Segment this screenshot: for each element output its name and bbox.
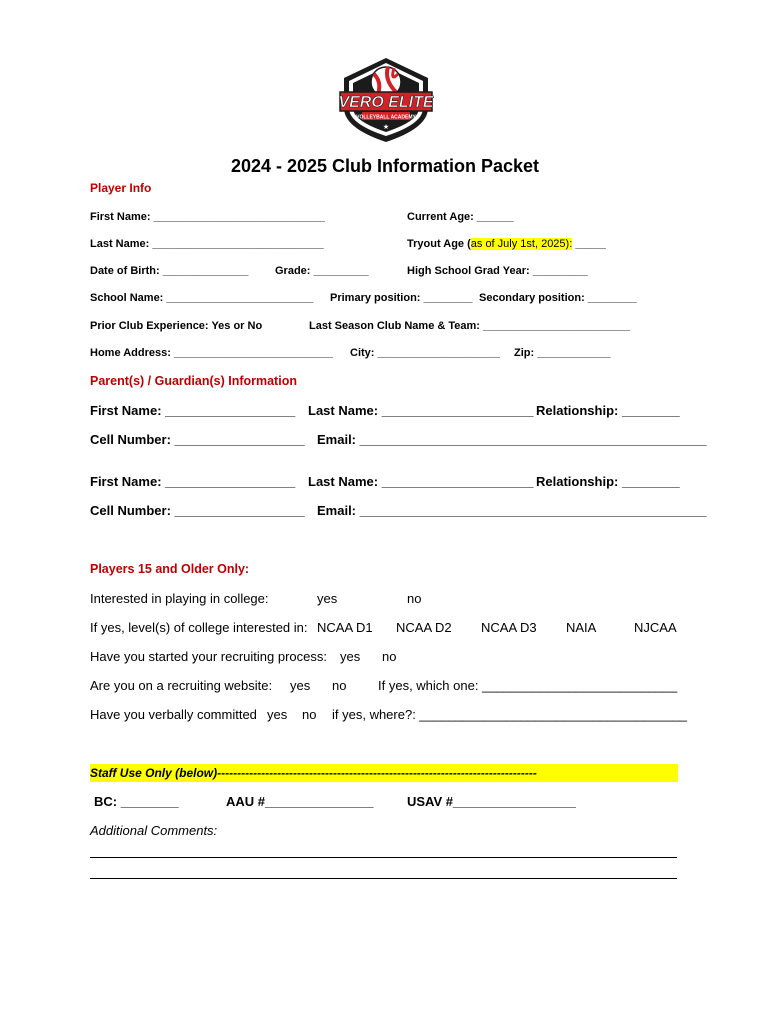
website-no-option[interactable]: no — [332, 678, 347, 693]
guardian2-relationship[interactable]: Relationship: ________ — [536, 474, 680, 489]
bc-field[interactable]: BC: ________ — [94, 794, 179, 809]
last-season-field[interactable]: Last Season Club Name & Team: ________________________ — [309, 320, 630, 332]
committed-no-option[interactable]: no — [302, 707, 317, 722]
level-option-ncaa-d2[interactable]: NCAA D2 — [396, 620, 452, 635]
guardians-heading: Parent(s) / Guardian(s) Information — [90, 374, 297, 388]
levels-question: If yes, level(s) of college interested in: — [90, 620, 308, 635]
college-yes-option[interactable]: yes — [317, 591, 338, 606]
guardian1-relationship[interactable]: Relationship: ________ — [536, 403, 680, 418]
players15-heading: Players 15 and Older Only: — [90, 562, 250, 576]
grade-field[interactable]: Grade: _________ — [275, 265, 369, 277]
first-name-field[interactable]: First Name: ____________________________ — [90, 211, 325, 223]
zip-field[interactable]: Zip: ____________ — [514, 347, 611, 359]
level-option-ncaa-d3[interactable]: NCAA D3 — [481, 620, 537, 635]
last-name-field[interactable]: Last Name: ____________________________ — [90, 238, 324, 250]
college-question: Interested in playing in college: — [90, 591, 269, 606]
guardian2-last-name[interactable]: Last Name: _____________________ — [308, 474, 534, 489]
level-option-naia[interactable]: NAIA — [566, 620, 597, 635]
aau-field[interactable]: AAU #_______________ — [226, 794, 374, 809]
page-title: 2024 - 2025 Club Information Packet — [230, 156, 540, 176]
recruiting-no-option[interactable]: no — [382, 649, 397, 664]
recruiting-question: Have you started your recruiting process: — [90, 649, 327, 664]
secondary-position-field[interactable]: Secondary position: ________ — [479, 292, 637, 304]
comments-line-2[interactable] — [90, 878, 677, 879]
primary-position-field[interactable]: Primary position: ________ — [330, 292, 473, 304]
grad-year-field[interactable]: High School Grad Year: _________ — [407, 265, 588, 277]
city-field[interactable]: City: ____________________ — [350, 347, 500, 359]
guardian2-cell[interactable]: Cell Number: __________________ — [90, 503, 305, 518]
logo-name: VERO ELITE — [338, 94, 434, 111]
guardian1-cell[interactable]: Cell Number: __________________ — [90, 432, 305, 447]
website-question: Are you on a recruiting website: — [90, 678, 273, 693]
tryout-age-label: Tryout Age ( — [407, 238, 471, 250]
svg-text:★: ★ — [382, 123, 390, 131]
tryout-age-blank: _____ — [572, 238, 606, 250]
guardian1-email[interactable]: Email: ________________________________________________ — [317, 432, 707, 447]
player-info-heading: Player Info — [90, 181, 152, 195]
dob-field[interactable]: Date of Birth: ______________ — [90, 265, 249, 277]
guardian2-first-name[interactable]: First Name: __________________ — [90, 474, 296, 489]
website-yes-option[interactable]: yes — [290, 678, 311, 693]
committed-where-field[interactable]: if yes, where?: _____________________________________ — [332, 707, 687, 722]
committed-yes-option[interactable]: yes — [267, 707, 288, 722]
tryout-age-field[interactable] — [407, 238, 606, 250]
level-option-ncaa-d1[interactable]: NCAA D1 — [317, 620, 373, 635]
home-address-field[interactable]: Home Address: __________________________ — [90, 347, 334, 359]
committed-question: Have you verbally committed — [90, 707, 257, 722]
usav-field[interactable]: USAV #_________________ — [407, 794, 576, 809]
school-name-field[interactable]: School Name: ________________________ — [90, 292, 314, 304]
level-option-njcaa[interactable]: NJCAA — [634, 620, 677, 635]
comments-label: Additional Comments: — [90, 823, 218, 838]
logo-subtitle: VOLLEYBALL ACADEMY — [356, 114, 416, 121]
staff-use-banner: Staff Use Only (below)-------------------------------------------------------------------------------- — [90, 764, 678, 782]
vero-elite-logo — [338, 56, 434, 144]
current-age-field[interactable]: Current Age: ______ — [407, 211, 514, 223]
recruiting-yes-option[interactable]: yes — [340, 649, 361, 664]
tryout-age-note: as of July 1st, 2025): — [470, 238, 573, 250]
prior-club-field[interactable]: Prior Club Experience: Yes or No — [90, 320, 263, 332]
guardian1-first-name[interactable]: First Name: __________________ — [90, 403, 296, 418]
which-website-field[interactable]: If yes, which one: ___________________________ — [378, 678, 678, 693]
comments-line-1[interactable] — [90, 857, 677, 858]
guardian1-last-name[interactable]: Last Name: _____________________ — [308, 403, 534, 418]
guardian2-email[interactable]: Email: ________________________________________________ — [317, 503, 707, 518]
college-no-option[interactable]: no — [407, 591, 422, 606]
